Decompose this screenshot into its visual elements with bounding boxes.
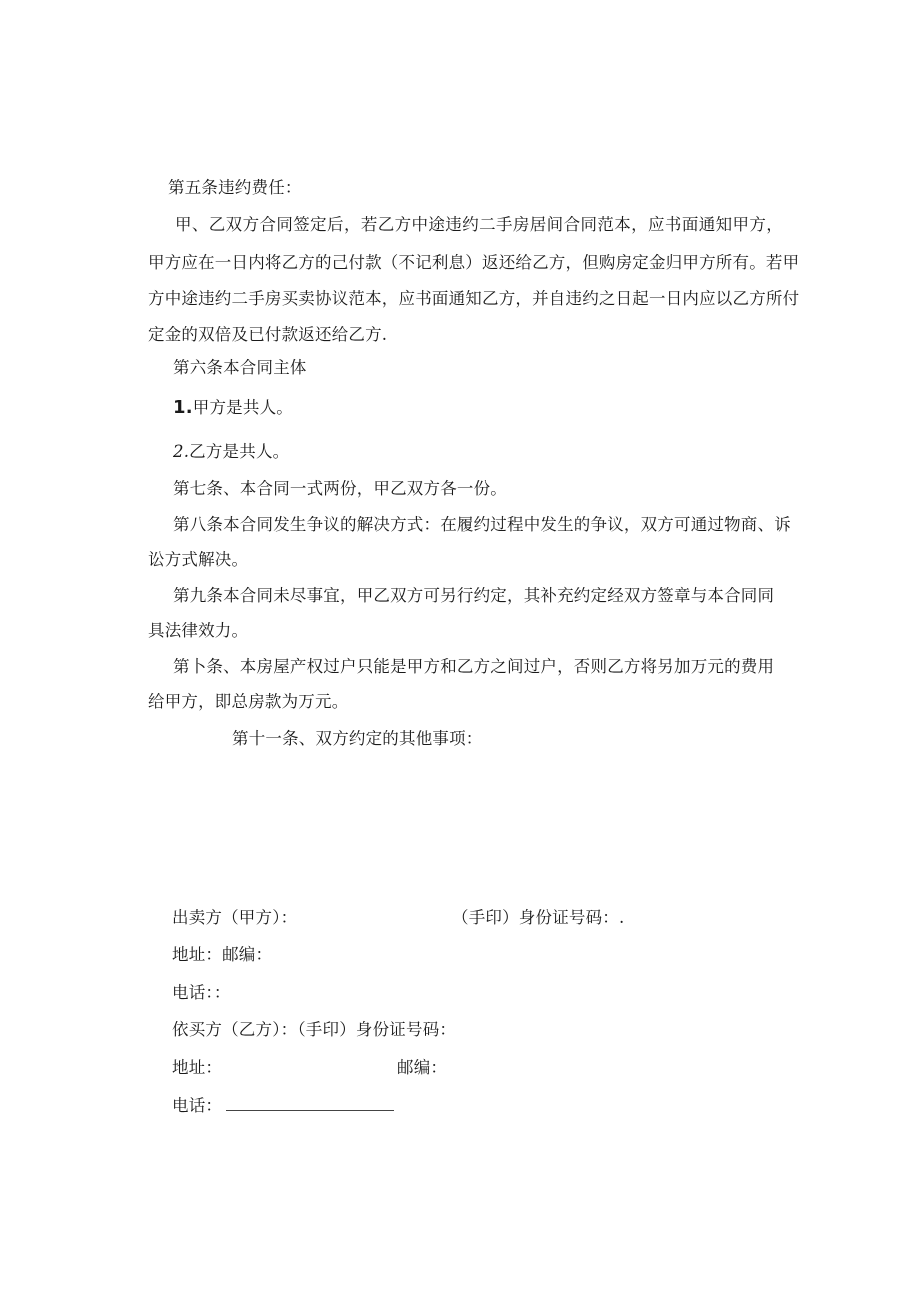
article-5-line-2: 甲方应在一日内将乙方的己付款（不记利息）返还给乙方，但购房定金归甲方所有。若甲 [148,253,800,272]
seller-phone: 电话：： [172,983,231,1002]
item-1-number: 1. [173,397,193,418]
seller-sign-id: （手印）身份证号码：. [452,908,625,927]
buyer-phone-label: 电话： [172,1096,223,1115]
article-10-line-1: 第卜条、本房屋产权过户只能是甲方和乙方之间过户，否则乙方将另加万元的费用 [173,657,775,676]
article-10-line-2: 给甲方，即总房款为万元。 [148,692,349,711]
item-1-text: 甲方是共人。 [192,398,293,417]
article-6-item-1 [173,398,293,418]
article-5-heading: 第五条违约费任： [168,178,302,197]
article-8-line-1: 第八条本合同发生争议的解决方式：在履约过程中发生的争议，双方可通过物商、诉 [173,515,791,534]
seller-label: 出卖方（甲方）： [172,908,298,927]
article-6-item-2 [173,442,289,462]
buyer-postcode: 邮编： [397,1058,448,1077]
buyer-label: 依买方（乙方）：（手印）身份证号码： [172,1020,457,1039]
article-5-line-3: 方中途违约二手房买卖协议范本，应书面通知乙方，并自违约之日起一日内应以乙方所付 [148,289,800,308]
article-7: 第七条、本合同一式两份，甲乙双方各一份。 [173,479,507,498]
article-5-line-4: 定金的双倍及已付款返还给乙方. [148,325,388,344]
buyer-phone-blank [226,1096,394,1111]
buyer-address: 地址： [172,1058,223,1077]
article-5-line-1: 甲、乙双方合同签定后，若乙方中途违约二手房居间合同范本，应书面通知甲方， [175,215,784,234]
article-8-line-2: 讼方式解决。 [148,550,249,569]
buyer-phone-row [172,1096,394,1116]
article-6-heading: 第六条本合同主体 [173,358,307,377]
article-11: 第十一条、双方约定的其他事项： [232,729,483,748]
article-9-line-2: 具法律效力。 [148,621,249,640]
item-2-text: 乙方是共人。 [189,442,290,461]
item-2-number: 2. [173,442,190,461]
article-9-line-1: 第九条本合同未尽事宜，甲乙双方可另行约定，其补充约定经双方签章与本合同同 [173,586,775,605]
seller-address: 地址：邮编： [172,945,273,964]
